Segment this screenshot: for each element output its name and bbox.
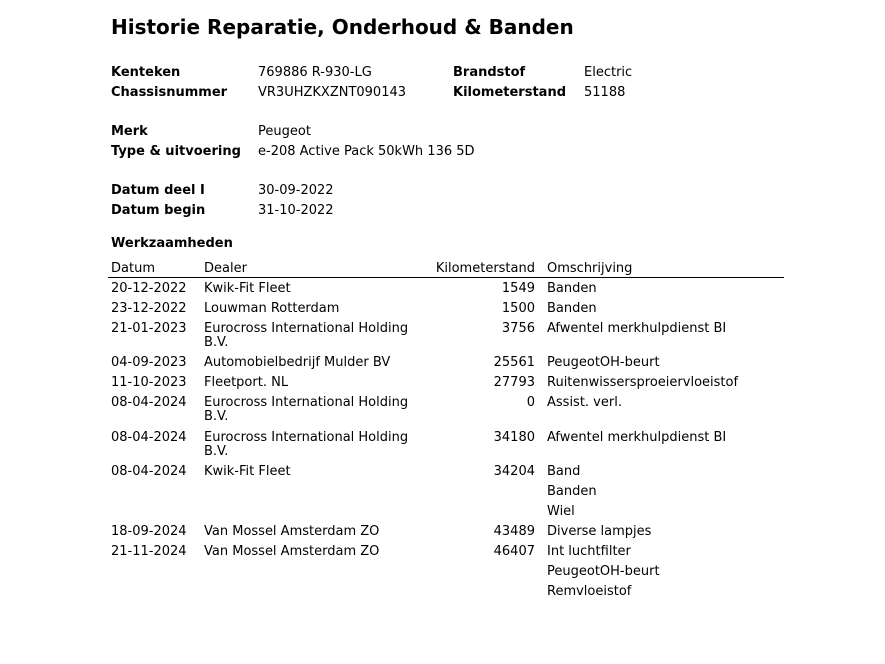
cell-dealer: Van Mossel Amsterdam ZO: [204, 544, 380, 559]
cell-kilometerstand: 46407: [493, 544, 535, 559]
cell-date: 23-12-2022: [111, 301, 187, 316]
cell-omschrijving: [547, 356, 660, 376]
column-header-desc: Omschrijving: [547, 261, 633, 276]
cell-omschrijving: [547, 545, 660, 605]
datum-begin-value: 31-10-2022: [258, 203, 334, 218]
omschrijving-line: Band: [547, 464, 581, 479]
cell-dealer: Automobielbedrijf Mulder BV: [204, 355, 391, 370]
type-value: e-208 Active Pack 50kWh 136 5D: [258, 144, 475, 159]
merk-label: Merk: [111, 124, 148, 139]
cell-dealer: Fleetport. NL: [204, 375, 289, 390]
cell-dealer: Kwik-Fit Fleet: [204, 281, 291, 296]
omschrijving-line: Afwentel merkhulpdienst BI: [547, 321, 727, 336]
datum-deel-label: Datum deel I: [111, 183, 205, 198]
cell-date: 04-09-2023: [111, 355, 187, 370]
column-header-km: Kilometerstand: [435, 261, 535, 276]
cell-kilometerstand: 27793: [493, 375, 535, 390]
cell-date: 21-11-2024: [111, 544, 187, 559]
cell-date: 08-04-2024: [111, 430, 187, 445]
cell-date: 08-04-2024: [111, 464, 187, 479]
cell-kilometerstand: 1500: [501, 301, 535, 316]
omschrijving-line: Banden: [547, 301, 597, 316]
cell-dealer: Louwman Rotterdam: [204, 301, 340, 316]
column-header-date: Datum: [111, 261, 155, 276]
omschrijving-line: Banden: [547, 281, 597, 296]
cell-kilometerstand: 34204: [493, 464, 535, 479]
omschrijving-line: Banden: [547, 484, 597, 499]
chassisnummer-value: VR3UHZKXZNT090143: [258, 85, 407, 100]
cell-dealer: Eurocross International Holding B.V.: [204, 430, 409, 459]
merk-value: Peugeot: [258, 124, 311, 139]
cell-dealer: Van Mossel Amsterdam ZO: [204, 524, 380, 539]
cell-omschrijving: [547, 282, 597, 302]
cell-kilometerstand: 43489: [493, 524, 535, 539]
cell-dealer: Kwik-Fit Fleet: [204, 464, 291, 479]
cell-kilometerstand: 0: [526, 395, 535, 410]
cell-kilometerstand: 25561: [493, 355, 535, 370]
cell-dealer: Eurocross International Holding B.V.: [204, 321, 409, 350]
cell-dealer: Eurocross International Holding B.V.: [204, 395, 409, 424]
kilometerstand-value: 51188: [584, 85, 626, 100]
cell-omschrijving: [547, 525, 651, 545]
omschrijving-line: Assist. verl.: [547, 395, 622, 410]
cell-kilometerstand: 1549: [501, 281, 535, 296]
werkzaamheden-heading: Werkzaamheden: [111, 236, 233, 251]
cell-omschrijving: [547, 302, 597, 322]
kenteken-label: Kenteken: [111, 65, 181, 80]
cell-omschrijving: [547, 431, 726, 451]
brandstof-value: Electric: [584, 65, 633, 80]
brandstof-label: Brandstof: [453, 65, 526, 80]
omschrijving-line: Ruitenwissersproeiervloeistof: [547, 375, 739, 390]
cell-omschrijving: [547, 396, 622, 416]
omschrijving-line: Int luchtfilter: [547, 544, 631, 559]
omschrijving-line: Wiel: [547, 504, 575, 519]
cell-date: 20-12-2022: [111, 281, 187, 296]
header-divider: [108, 277, 784, 278]
omschrijving-line: Diverse lampjes: [547, 524, 652, 539]
omschrijving-line: PeugeotOH-beurt: [547, 355, 660, 370]
cell-date: 11-10-2023: [111, 375, 187, 390]
omschrijving-line: PeugeotOH-beurt: [547, 564, 660, 579]
cell-date: 08-04-2024: [111, 395, 187, 410]
chassisnummer-label: Chassisnummer: [111, 85, 228, 100]
column-header-dealer: Dealer: [204, 261, 247, 276]
page-title: Historie Reparatie, Onderhoud & Banden: [111, 15, 574, 39]
kilometerstand-label: Kilometerstand: [453, 85, 567, 100]
cell-date: 18-09-2024: [111, 524, 187, 539]
kenteken-value: 769886 R-930-LG: [258, 65, 372, 80]
cell-date: 21-01-2023: [111, 321, 187, 336]
cell-omschrijving: [547, 465, 597, 525]
omschrijving-line: Remvloeistof: [547, 584, 632, 599]
cell-omschrijving: [547, 322, 726, 342]
cell-kilometerstand: 3756: [501, 321, 535, 336]
datum-begin-label: Datum begin: [111, 203, 206, 218]
datum-deel-value: 30-09-2022: [258, 183, 334, 198]
type-label: Type & uitvoering: [111, 144, 241, 159]
omschrijving-line: Afwentel merkhulpdienst BI: [547, 430, 727, 445]
cell-omschrijving: [547, 376, 738, 396]
cell-kilometerstand: 34180: [493, 430, 535, 445]
